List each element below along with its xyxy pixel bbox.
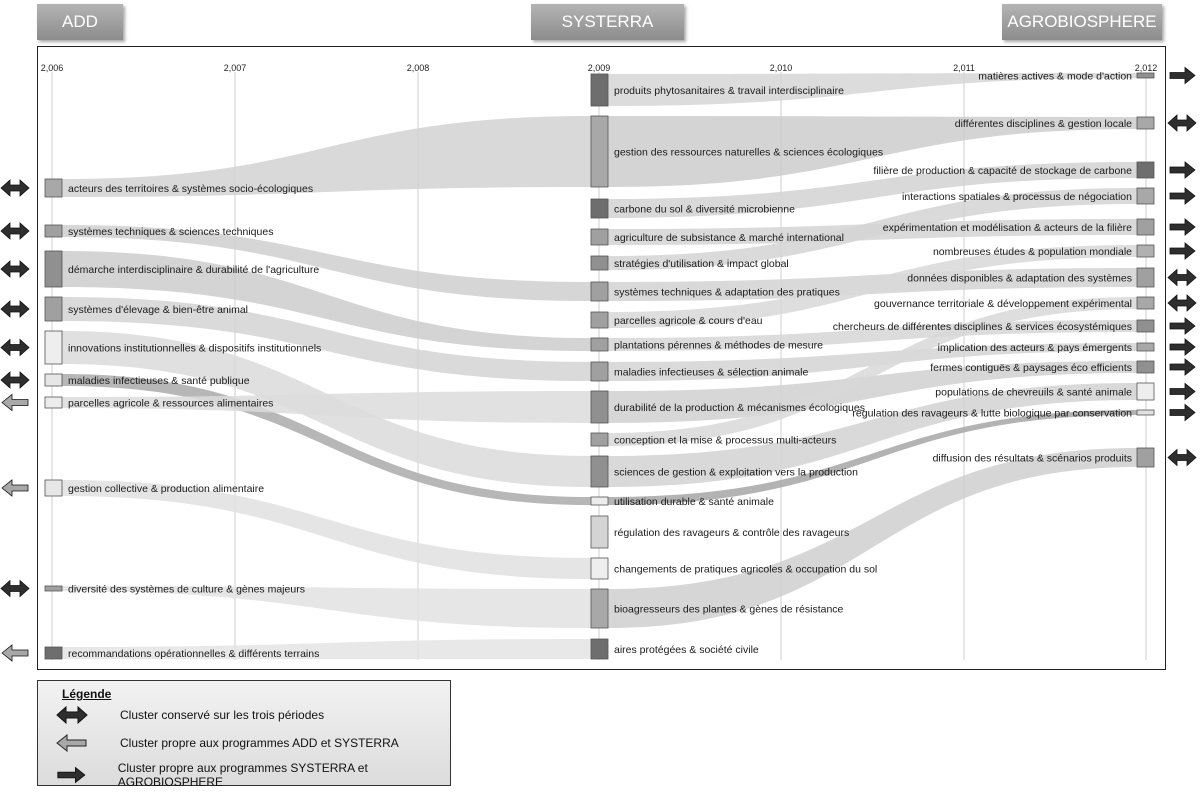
node-right xyxy=(1137,320,1154,332)
legend-item-double xyxy=(56,705,324,725)
node-label-right: matières actives & mode d'action xyxy=(978,70,1132,83)
double-arrow-icon xyxy=(1,180,29,196)
node-left xyxy=(45,374,62,386)
node-left xyxy=(45,331,62,364)
node-label-right: gouvernance territoriale & développement expérimental xyxy=(874,298,1132,310)
node-right xyxy=(1137,117,1154,129)
right-arrow-icon xyxy=(1170,188,1195,204)
right-arrow-icon xyxy=(1170,359,1195,375)
right-arrow-icon xyxy=(1170,384,1195,400)
node-right xyxy=(1137,268,1154,287)
node-label-middle: plantations pérennes & méthodes de mesure xyxy=(614,339,823,352)
node-middle xyxy=(591,74,608,106)
node-right xyxy=(1137,219,1154,235)
double-arrow-icon xyxy=(1,223,29,239)
node-label-middle: gestion des ressources naturelles & sciences écologiques xyxy=(614,146,884,159)
node-label-right: interactions spatiales & processus de négociation xyxy=(902,191,1132,203)
node-left xyxy=(45,647,62,659)
node-left xyxy=(45,225,62,237)
node-label-left: maladies infectieuses & santé publique xyxy=(68,375,250,387)
node-middle xyxy=(591,312,608,328)
node-right xyxy=(1137,162,1154,178)
node-label-middle: systèmes techniques & adaptation des pratiques xyxy=(614,286,840,299)
right-arrow-icon xyxy=(1170,339,1195,355)
node-middle xyxy=(591,497,608,505)
right-arrow-icon xyxy=(1170,219,1195,235)
node-middle xyxy=(591,116,608,187)
program-agrobiosphere: AGROBIOSPHERE xyxy=(1002,4,1162,40)
left-arrow-icon xyxy=(56,733,88,753)
left-arrow-icon xyxy=(2,480,28,496)
year-tick-label: 2,006 xyxy=(40,63,64,73)
node-label-middle: produits phytosanitaires & travail interdisciplinaire xyxy=(614,85,844,97)
node-middle xyxy=(591,199,608,218)
node-label-middle: parcelles agricole & cours d'eau xyxy=(614,315,763,327)
double-arrow-icon xyxy=(1,261,29,277)
node-label-middle: stratégies d'utilisation & impact global xyxy=(614,258,789,270)
program-systerra: SYSTERRA xyxy=(531,4,684,40)
double-arrow-icon xyxy=(56,705,88,725)
node-label-right: populations de chevreuils & santé animale xyxy=(935,386,1132,399)
node-right xyxy=(1137,361,1154,373)
year-tick-label: 2,010 xyxy=(769,63,793,73)
node-label-left: systèmes d'élevage & bien-être animal xyxy=(68,304,249,316)
node-middle xyxy=(591,229,608,245)
legend-label-left: Cluster propre aux programmes ADD et SYSTERRA xyxy=(120,736,399,750)
right-arrow-icon xyxy=(1170,162,1195,178)
node-label-middle: carbone du sol & diversité microbienne xyxy=(614,203,795,216)
node-right xyxy=(1137,188,1154,204)
node-label-middle: maladies infectieuses & sélection animale xyxy=(614,366,809,379)
node-label-right: données disponibles & adaptation des systèmes xyxy=(907,272,1132,285)
node-label-left: recommandations opérationnelles & différents terrains xyxy=(68,648,320,660)
program-add: ADD xyxy=(37,4,123,40)
node-label-middle: régulation des ravageurs & contrôle des ravageurs xyxy=(614,527,850,539)
node-middle xyxy=(591,516,608,548)
node-left xyxy=(45,251,62,287)
node-middle xyxy=(591,338,608,351)
node-label-middle: aires protégées & société civile xyxy=(614,644,759,656)
node-middle xyxy=(591,433,608,446)
node-label-left: démarche interdisciplinaire & durabilité de l'agriculture xyxy=(68,264,320,276)
node-label-right: filière de production & capacité de stockage de carbone xyxy=(873,165,1132,177)
legend-label-double: Cluster conservé sur les trois périodes xyxy=(120,708,325,722)
node-label-left: acteurs des territoires & systèmes socio-écologiques xyxy=(68,183,314,195)
node-middle xyxy=(591,639,608,659)
node-right xyxy=(1137,245,1154,257)
node-label-middle: changements de pratiques agricoles & occupation du sol xyxy=(614,563,878,576)
legend-item-right xyxy=(56,761,450,789)
right-arrow-icon xyxy=(56,765,86,785)
double-arrow-icon xyxy=(1,301,29,317)
year-tick-label: 2,007 xyxy=(223,63,247,73)
node-label-right: différentes disciplines & gestion locale xyxy=(954,118,1132,130)
node-label-middle: bioagresseurs des plantes & gènes de résistance xyxy=(614,603,844,616)
node-right xyxy=(1137,383,1154,400)
node-middle xyxy=(591,391,608,423)
double-arrow-icon xyxy=(1168,295,1196,311)
year-tick-label: 2,008 xyxy=(406,63,430,73)
node-label-right: diffusion des résultats & scénarios produits xyxy=(932,452,1132,465)
node-label-right: implication des acteurs & pays émergents xyxy=(937,342,1132,354)
node-label-left: systèmes techniques & sciences techniques xyxy=(68,226,274,238)
left-arrow-icon xyxy=(2,395,28,411)
node-label-middle: conception et la mise & processus multi-acteurs xyxy=(614,434,837,447)
node-left xyxy=(45,297,62,321)
node-left xyxy=(45,179,62,197)
node-label-middle: agriculture de subsistance & marché international xyxy=(614,232,844,244)
right-arrow-icon xyxy=(1170,243,1195,259)
legend-item-left xyxy=(56,733,399,753)
year-tick-label: 2,009 xyxy=(587,63,611,73)
node-right xyxy=(1137,73,1154,78)
node-label-left: innovations institutionnelles & dispositifs institutionnels xyxy=(68,342,322,355)
node-label-middle: sciences de gestion & exploitation vers la production xyxy=(614,466,858,479)
node-right xyxy=(1137,343,1154,351)
node-middle xyxy=(591,282,608,301)
node-label-right: chercheurs de différentes disciplines & services écosystémiques xyxy=(832,321,1132,333)
double-arrow-icon xyxy=(1,581,29,597)
year-tick-label: 2,011 xyxy=(953,63,975,73)
double-arrow-icon xyxy=(1168,270,1196,286)
node-middle xyxy=(591,362,608,381)
node-label-middle: utilisation durable & santé animale xyxy=(614,496,774,508)
node-middle xyxy=(591,558,608,579)
right-arrow-icon xyxy=(1170,405,1195,421)
node-left xyxy=(45,397,62,408)
double-arrow-icon xyxy=(1168,115,1196,131)
legend-title: Légende xyxy=(62,687,112,701)
node-label-middle: durabilité de la production & mécanismes écologiques xyxy=(614,402,865,414)
node-label-left: gestion collective & production alimentaire xyxy=(68,483,265,495)
double-arrow-icon xyxy=(1,340,29,356)
node-left xyxy=(45,480,62,496)
right-arrow-icon xyxy=(1170,68,1195,84)
node-label-right: expérimentation et modélisation & acteurs de la filière xyxy=(882,222,1132,234)
node-middle xyxy=(591,456,608,487)
left-arrow-icon xyxy=(2,645,28,661)
node-label-left: parcelles agricole & ressources alimentaires xyxy=(68,397,274,410)
node-middle xyxy=(591,589,608,628)
node-label-left: diversité des systèmes de culture & gènes majeurs xyxy=(68,583,305,596)
double-arrow-icon xyxy=(1168,450,1196,466)
legend-label-right: Cluster propre aux programmes SYSTERRA et AGROBIOSPHERE xyxy=(117,761,368,789)
year-tick-label: 2,012 xyxy=(1134,63,1158,73)
double-arrow-icon xyxy=(1,372,29,388)
node-middle xyxy=(591,256,608,270)
node-right xyxy=(1137,448,1154,467)
legend xyxy=(37,680,451,789)
node-label-right: nombreuses études & population mondiale xyxy=(932,246,1132,258)
node-label-right: fermes contiguës & paysages éco efficients xyxy=(930,362,1132,374)
right-arrow-icon xyxy=(1170,318,1195,334)
node-left xyxy=(45,586,62,591)
node-right xyxy=(1137,297,1154,309)
node-label-right: régulation des ravageurs & lutte biologique par conservation xyxy=(852,407,1132,420)
node-right xyxy=(1137,410,1154,415)
